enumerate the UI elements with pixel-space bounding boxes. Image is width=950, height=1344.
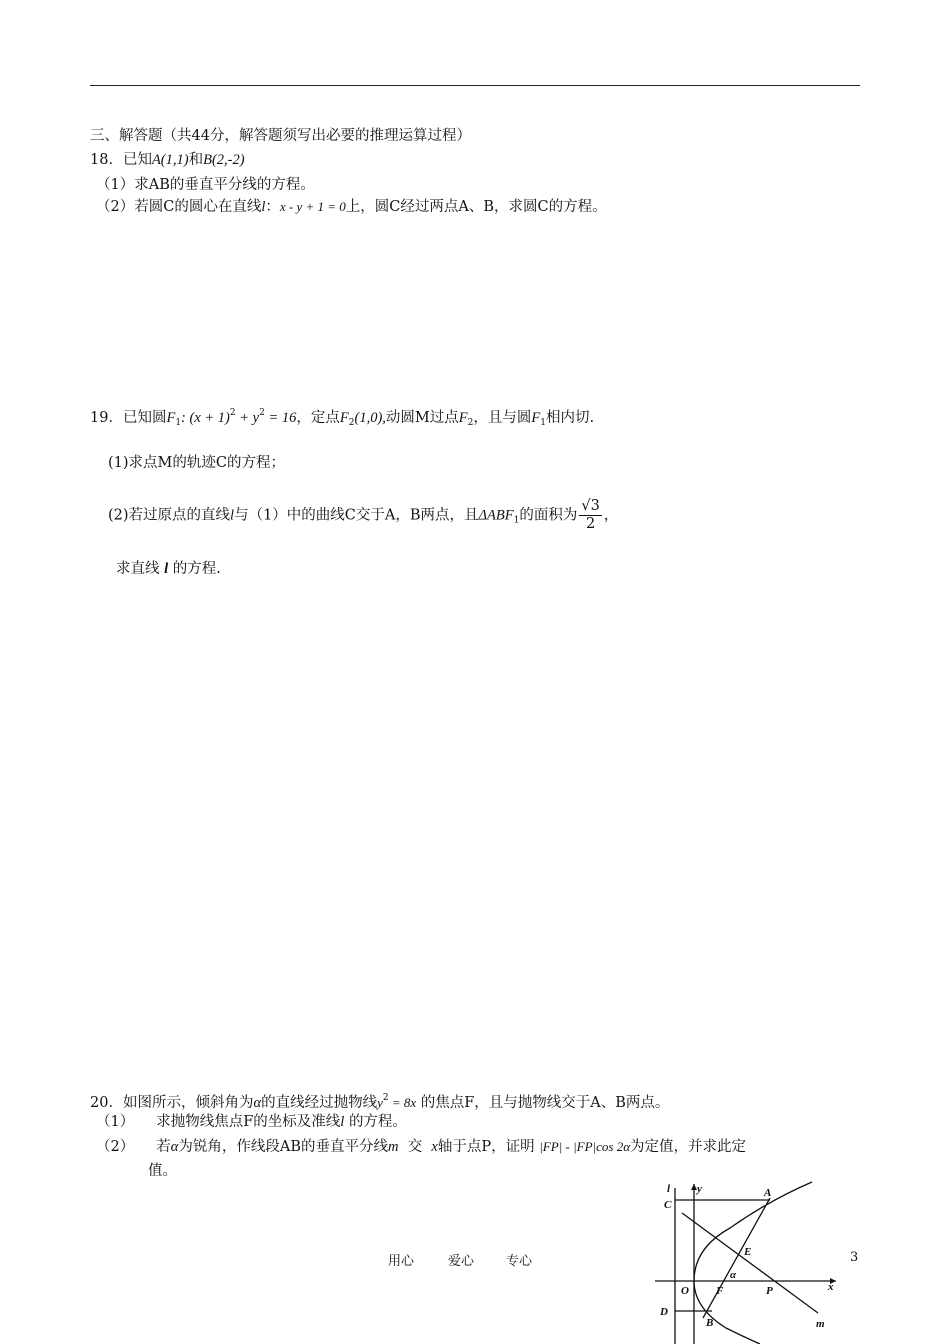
q19-part2: (2)若过原点的直线l与（1）中的曲线C交于A，B两点，且$\Delta ABF_1$的面积为 $\frac{√3}{2}$ ， [108, 498, 619, 532]
label-p: P [766, 1285, 773, 1297]
label-m: m [816, 1318, 825, 1330]
area-fraction: $\frac{√3}{2}$ [581, 498, 600, 532]
q18-part2: （2）若圆C的圆心在直线l：x - y + 1 = 0上，圆C经过两点A、B，求圆C的方程。 [96, 199, 607, 215]
label-x: x [828, 1281, 834, 1293]
q20-part1: （1） 求抛物线焦点F的坐标及准线l 的方程。 [96, 1114, 407, 1130]
label-a: A [764, 1187, 772, 1199]
label-l: l [667, 1183, 671, 1195]
bisector-m [682, 1213, 818, 1313]
label-y: y [697, 1183, 702, 1195]
page-number: 3 [850, 1250, 859, 1265]
q20-part2-cont: 值。 [148, 1163, 177, 1179]
label-alpha: α [730, 1269, 737, 1281]
q20-stem: 20．如图所示，倾斜角为α的直线经过抛物线$y^2 = 8x$ 的焦点F，且与抛物线交于A、B两点。 [90, 1093, 670, 1111]
parabola-figure [650, 1178, 850, 1344]
label-d: D [660, 1306, 668, 1318]
footer-motto-1: 用心 [388, 1254, 415, 1269]
label-f: F [716, 1285, 724, 1297]
label-b: B [706, 1317, 714, 1329]
q19-part3: 求直线 l 的方程. [116, 561, 221, 577]
label-e: E [744, 1246, 752, 1258]
header-rule [90, 85, 860, 86]
footer-motto-3: 专心 [506, 1254, 533, 1269]
q19-stem: 19．已知圆$F_1$: $(x + 1)^2 + y^2 = 16$，定点$F_2(1,0)$,动圆M过点$F_2$，且与圆$F_1$相内切. [90, 408, 595, 428]
label-o: O [681, 1285, 689, 1297]
section-header: 三、解答题（共44分，解答题须写出必要的推理运算过程） [90, 128, 471, 144]
footer-motto-2: 爱心 [448, 1254, 475, 1269]
label-c: C [664, 1199, 672, 1211]
q20-part2: （2） 若α为锐角，作线段AB的垂直平分线m 交 x轴于点P，证明 |FP| - |FP|cos 2α为定值，并求此定 [96, 1139, 747, 1155]
q19-part1: (1)求点M的轨迹C的方程； [108, 455, 285, 471]
chord-ab [703, 1198, 770, 1318]
q18-part1: （1）求AB的垂直平分线的方程。 [96, 177, 315, 193]
q18-stem: 18．已知A(1,1)和B(2,-2) [90, 152, 245, 168]
